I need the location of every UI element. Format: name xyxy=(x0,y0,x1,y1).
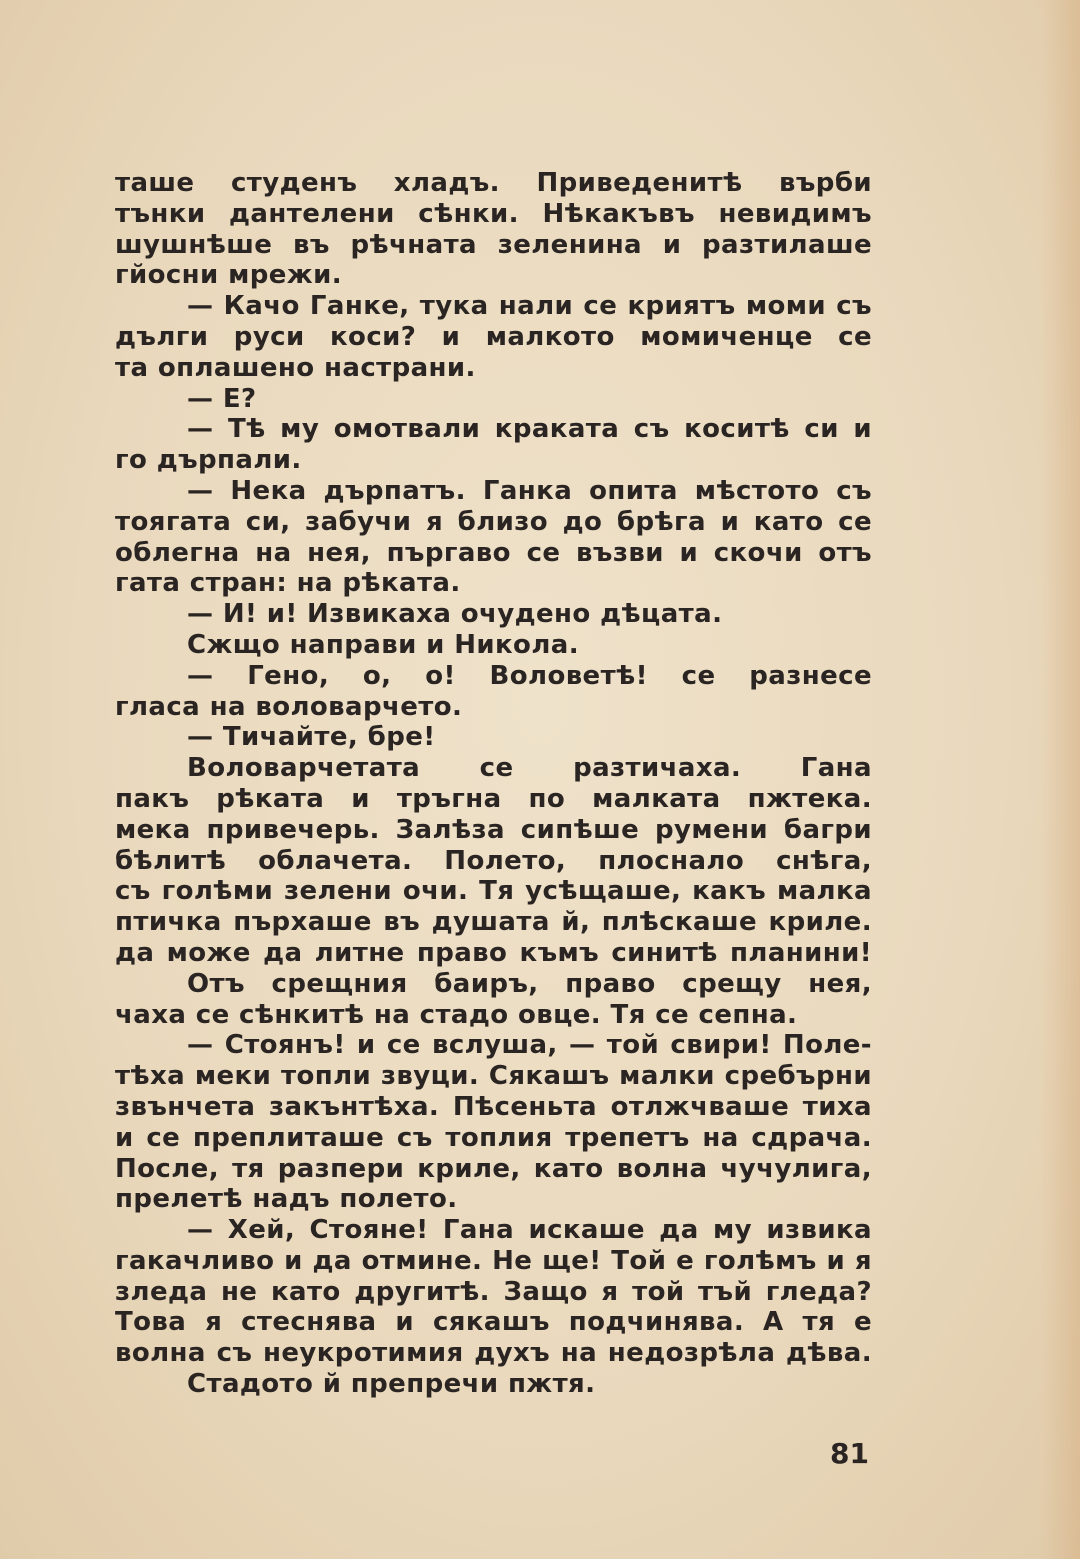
text-line: Воловарчетата се разтичаха. Гана xyxy=(187,753,872,784)
text-line: гйосни мрежи. xyxy=(115,260,342,291)
page-number: 81 xyxy=(830,1437,869,1470)
text-line: облегна на нея, пъргаво се възви и скочи отъ xyxy=(115,537,872,568)
text-line: тънки дантелени сѣнки. Нѣкакъвъ невидимъ xyxy=(115,198,872,229)
text-line: Отъ срещния баиръ, право срещу нея, xyxy=(187,968,872,999)
text-line: птичка пърхаше въ душата й, плѣскаше криле. xyxy=(115,907,872,938)
text-line: звънчета закънтѣха. Пѣсеньта отлжчваше тиха xyxy=(115,1091,872,1122)
text-line: да може да литне право къмъ синитѣ планини! xyxy=(115,937,872,968)
text-line: — Е? xyxy=(187,383,257,414)
text-line: тѣха меки топли звуци. Сякашъ малки сребърни xyxy=(115,1061,872,1092)
text-line: та оплашено настрани. xyxy=(115,352,476,383)
text-line: шушнѣше въ рѣчната зеленина и разтилаше xyxy=(115,229,872,260)
text-line: прелетѣ надъ полето. xyxy=(115,1184,458,1215)
text-line: пакъ рѣката и тръгна по малката пжтека. xyxy=(115,783,872,814)
text-line: чаха се сѣнкитѣ на стадо овце. Тя се сепна. xyxy=(115,999,798,1030)
text-line: дълги руси коси? и малкото момиченце се xyxy=(115,321,872,352)
text-line: волна съ неукротимия духъ на недозрѣла дѣва. xyxy=(115,1338,872,1369)
text-line: съ голѣми зелени очи. Тя усѣщаше, какъ малка xyxy=(115,876,872,907)
text-line: бѣлитѣ облачета. Полето, плоснало снѣга, xyxy=(115,845,872,876)
text-line: Сжщо направи и Никола. xyxy=(187,629,579,660)
text-line: Стадото й препречи пжтя. xyxy=(187,1369,596,1400)
text-line: — Хей, Стояне! Гана искаше да му извика xyxy=(187,1215,872,1246)
text-line: гакачливо и да отмине. Не ще! Той е голѣмъ и я xyxy=(115,1245,872,1276)
text-line: гласа на воловарчето. xyxy=(115,691,463,722)
text-line: — Тичайте, бре! xyxy=(187,722,436,753)
text-line: — Нека дърпатъ. Ганка опита мѣстото съ xyxy=(187,475,872,506)
text-line: го дърпали. xyxy=(115,445,302,476)
text-line: — И! и! Извикаха очудено дѣцата. xyxy=(187,599,723,630)
text-line: и се преплиташе съ топлия трепетъ на сдрача. xyxy=(115,1122,872,1153)
text-line: — Стоянъ! и се вслуша, — той свири! Поле- xyxy=(187,1030,872,1061)
text-line: гата стран: на рѣката. xyxy=(115,568,461,599)
text-line: тоягата си, забучи я близо до брѣга и като се xyxy=(115,506,872,537)
text-line: После, тя разпери криле, като волна чучулига, xyxy=(115,1153,872,1184)
text-line: — Гено, о, о! Воловетѣ! се разнесе xyxy=(187,660,872,691)
body-text xyxy=(115,168,872,1400)
text-line: Това я стеснява и сякашъ подчинява. А тя е xyxy=(115,1307,872,1338)
page-edge-shadow xyxy=(1040,0,1080,1559)
text-line: зледа не като другитѣ. Защо я той тъй гледа? xyxy=(115,1276,872,1307)
text-line: — Качо Ганке, тука нали се криятъ моми съ xyxy=(187,291,872,322)
text-line: таше студенъ хладъ. Приведенитѣ върби xyxy=(115,168,872,198)
text-line: мека привечерь. Залѣза сипѣше румени багри xyxy=(115,814,872,845)
text-line: — Тѣ му омотвали краката съ коситѣ си и xyxy=(187,414,872,445)
